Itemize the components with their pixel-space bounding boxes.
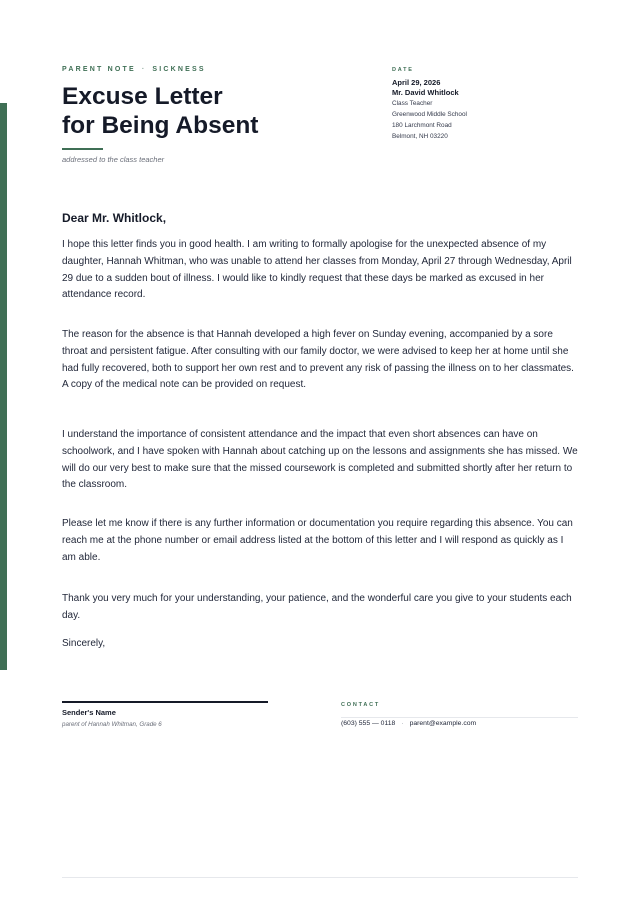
contact-details (341, 720, 476, 727)
recipient-role: Class Teacher (392, 100, 433, 107)
contact-separator: · (401, 720, 404, 727)
page-subtitle: addressed to the class teacher (62, 155, 165, 164)
category-separator: · (141, 66, 147, 73)
title-line-2: for Being Absent (62, 112, 259, 139)
contact-label: CONTACT (341, 702, 381, 708)
title-line-1: Excuse Letter (62, 83, 223, 110)
date-label: DATE (392, 67, 414, 73)
body-paragraph: The reason for the absence is that Hannah developed a high fever on Sunday evening, accompanied by a sore throat and persistent fatigue. After consulting with our family doctor, we were advised to keep her at home until she had fully recovered, both to support her own rest and to prevent any risk of passing the illness on to her classmates. A copy of the medical note can be provided on request. (62, 329, 574, 391)
category-label: PARENT NOTE (62, 66, 136, 73)
body-paragraph: Thank you very much for your understanding, your patience, and the wonderful care you give to your students each day. (62, 593, 572, 621)
contact-phone[interactable]: (603) 555 — 0118 (341, 720, 396, 727)
body-paragraph: I understand the importance of consistent attendance and the impact that even short absences can have on schoolwork, and I have spoken with Hannah about catching up on the lessons and assignments she has missed. We will do our very best to make sure that the missed coursework is completed and submitted shortly after her return to the classroom. (62, 429, 578, 491)
signature-line (62, 701, 268, 703)
recipient-street: 180 Larchmont Road (392, 122, 452, 129)
sender-name: Sender's Name (62, 708, 116, 717)
contact-divider (341, 717, 578, 718)
contact-email[interactable]: parent@example.com (409, 720, 477, 727)
document-category (62, 66, 206, 73)
salutation: Dear Mr. Whitlock, (62, 211, 167, 225)
title-underline (62, 148, 103, 150)
category-type: SICKNESS (152, 66, 206, 73)
page-title (62, 82, 258, 140)
recipient-block (392, 67, 592, 142)
body-paragraph: I hope this letter finds you in good health. I am writing to formally apologise for the unexpected absence of my daughter, Hannah Whitman, who was unable to attend her classes from Monday, April 27 through Wednesday, April 29 due to a sudden bout of illness. I would like to kindly request that these days be marked as excused in her attendance record. (62, 239, 572, 301)
recipient-name: Mr. David Whitlock (392, 87, 459, 97)
sender-role: parent of Hannah Whitman, Grade 6 (62, 721, 162, 728)
accent-bar (0, 103, 7, 670)
recipient-city: Belmont, NH 03220 (392, 133, 448, 140)
closing: Sincerely, (62, 638, 106, 649)
letter-date: April 29, 2026 (392, 78, 441, 87)
footer-divider (62, 877, 578, 878)
recipient-school: Greenwood Middle School (392, 111, 467, 118)
body-paragraph: Please let me know if there is any further information or documentation you require regarding this absence. You can reach me at the phone number or email address listed at the bottom of this letter and I will respond as quickly as I am able. (62, 518, 573, 563)
